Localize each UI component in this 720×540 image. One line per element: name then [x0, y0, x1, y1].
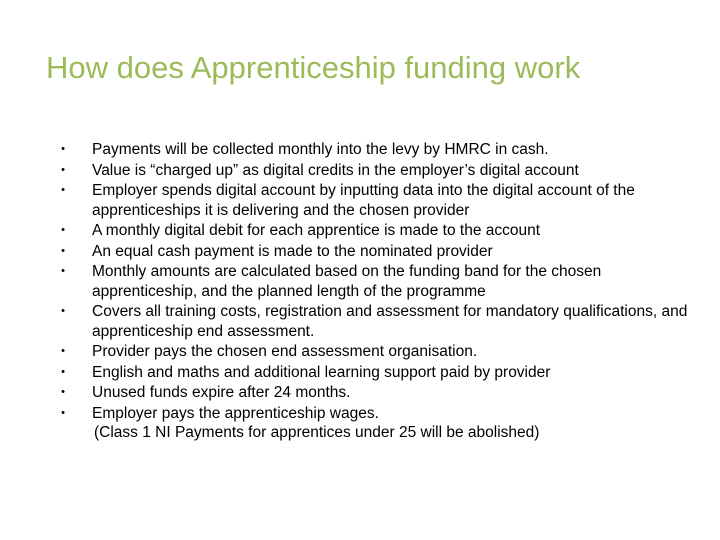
bullet-text: Employer spends digital account by inputting data into the digital account of the apprenticeships it is delivering and the chosen provider [92, 182, 635, 219]
list-item [56, 404, 706, 424]
list-item [56, 221, 706, 241]
list-item [56, 342, 706, 362]
list-item [56, 262, 706, 301]
slide-title: How does Apprenticeship funding work [46, 50, 581, 85]
list-item [56, 363, 706, 383]
bullet-icon: • [61, 345, 65, 357]
list-item [56, 302, 706, 341]
bullet-text: Monthly amounts are calculated based on the funding band for the chosen apprenticeship, and the planned length of the programme [92, 263, 602, 300]
bullet-icon: • [61, 305, 65, 317]
list-item [56, 181, 706, 220]
bullet-icon: • [61, 184, 65, 196]
bullet-text: Payments will be collected monthly into the levy by HMRC in cash. [92, 141, 549, 158]
bullet-icon: • [61, 143, 65, 155]
bullet-icon: • [61, 265, 65, 277]
bullet-text: Unused funds expire after 24 months. [92, 384, 351, 401]
bullet-icon: • [61, 163, 65, 176]
bullet-text: A monthly digital debit for each apprentice is made to the account [92, 222, 541, 239]
bullet-text: English and maths and additional learning support paid by provider [92, 363, 551, 381]
list-item [56, 140, 706, 160]
bullet-icon: • [61, 365, 65, 378]
bullet-text: Employer pays the apprenticeship wages. [92, 404, 379, 422]
bullet-icon: • [61, 386, 65, 398]
list-item [56, 242, 706, 262]
bullet-icon: • [61, 224, 65, 236]
bullet-text: Provider pays the chosen end assessment organisation. [92, 343, 478, 360]
list-item [56, 383, 706, 403]
bullet-text: Covers all training costs, registration and assessment for mandatory qualifications, and apprenticeship end assessment. [92, 303, 688, 340]
list-item [56, 161, 706, 181]
bullet-text: An equal cash payment is made to the nominated provider [92, 242, 493, 260]
bullet-icon: • [61, 406, 65, 419]
bullet-icon: • [61, 244, 65, 257]
footnote-text: (Class 1 NI Payments for apprentices under 25 will be abolished) [94, 424, 540, 441]
bullet-text: Value is “charged up” as digital credits in the employer’s digital account [92, 161, 579, 179]
bullet-list [56, 140, 706, 424]
